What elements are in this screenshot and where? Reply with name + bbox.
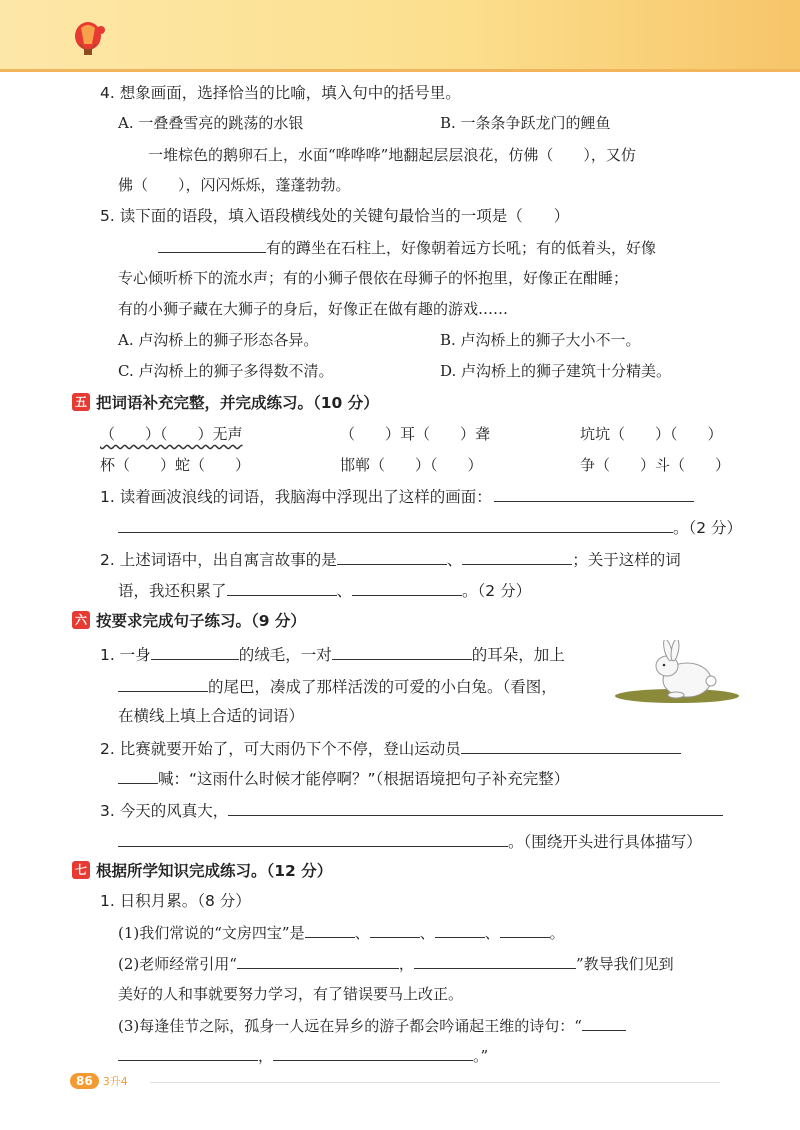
s6-q3-blank-b[interactable] — [118, 830, 508, 847]
q5-option-b: B. 卢沟桥上的狮子大小不一。 — [440, 331, 641, 349]
footer — [70, 1073, 128, 1089]
s5-q1-blank-b[interactable] — [118, 516, 673, 533]
section7-heading: 七 根据所学知识完成练习。（12 分） — [72, 860, 332, 882]
word-3: 坑坑（ ）（ ） — [580, 425, 723, 443]
q5-option-a: A. 卢沟桥上的狮子形态各异。 — [118, 331, 319, 349]
s5-q1-line1: 1. 读着画波浪线的词语，我脑海中浮现出了这样的画面： — [100, 485, 694, 508]
s6-q1-blank-2[interactable] — [332, 643, 472, 660]
s5-q2-line2: 语，我还积累了 、 。（2 分） — [118, 579, 531, 602]
q5-para-line3: 有的小狮子藏在大狮子的身后，好像正在做有趣的游戏…… — [118, 300, 509, 318]
word-6: 争（ ）斗（ ） — [580, 456, 731, 474]
q4-option-b: B. 一条条争跃龙门的鲤鱼 — [440, 114, 611, 132]
word-4: 杯（ ）蛇（ ） — [100, 456, 251, 474]
s6-q2-blank-a[interactable] — [461, 737, 681, 754]
footer-divider — [150, 1082, 720, 1083]
s7-p3-blank-1[interactable] — [582, 1014, 626, 1031]
section6-badge: 六 — [72, 611, 90, 629]
section7-badge: 七 — [72, 861, 90, 879]
word-5: 邯郸（ ）（ ） — [340, 456, 483, 474]
s7-p3-line1: (3)每逢佳节之际，孤身一人远在异乡的游子都会吟诵起王维的诗句：“ — [118, 1014, 626, 1037]
s6-q3-line1: 3. 今天的风真大， — [100, 799, 723, 822]
header-banner — [0, 0, 800, 72]
section5-heading: 五 把词语补充完整，并完成练习。（10 分） — [72, 392, 379, 414]
q4-sentence-line2: 佛（ ），闪闪烁烁，蓬蓬勃勃。 — [118, 176, 351, 194]
s6-q2-line2: 喊：“这雨什么时候才能停啊？”（根据语境把句子补充完整） — [118, 767, 569, 790]
s6-q1-blank-3[interactable] — [118, 675, 208, 692]
s7-p1-blank-4[interactable] — [500, 921, 550, 938]
q5-para-line2: 专心倾听桥下的流水声；有的小狮子偎依在母狮子的怀抱里，好像正在酣睡； — [118, 269, 629, 287]
s7-p1-blank-3[interactable] — [435, 921, 485, 938]
s7-p3-blank-2[interactable] — [118, 1044, 258, 1061]
page-number: 86 — [70, 1073, 99, 1089]
section6-heading: 六 按要求完成句子练习。（9 分） — [72, 610, 306, 632]
hot-air-balloon-icon — [70, 20, 110, 60]
rabbit-image — [612, 640, 742, 706]
s5-q1-line2: 。（2 分） — [118, 516, 742, 539]
word-1: （ ）（ ）无声 — [100, 425, 243, 443]
q4-option-a: A. 一叠叠雪亮的跳荡的水银 — [118, 114, 304, 132]
s6-q1-blank-1[interactable] — [151, 643, 239, 660]
q4-sentence-line1: 一堆棕色的鹅卵石上，水面“哗哗哗”地翻起层层浪花，仿佛（ ），又仿 — [148, 146, 636, 164]
s7-p1-blank-2[interactable] — [370, 921, 420, 938]
s7-p2-blank-1[interactable] — [237, 952, 399, 969]
q5-option-d: D. 卢沟桥上的狮子建筑十分精美。 — [440, 362, 672, 380]
s7-p3-line2: ， 。” — [118, 1044, 488, 1067]
s7-p1-blank-1[interactable] — [305, 921, 355, 938]
s5-q2-blank-1[interactable] — [337, 548, 447, 565]
s6-q2-line1: 2. 比赛就要开始了，可大雨仍下个不停，登山运动员 — [100, 737, 681, 760]
q5-key-sentence-blank[interactable] — [158, 236, 266, 253]
s5-q2-blank-2[interactable] — [462, 548, 572, 565]
grade-label: 3升4 — [102, 1075, 128, 1088]
q5-option-c: C. 卢沟桥上的狮子多得数不清。 — [118, 362, 334, 380]
q4-title: 4. 想象画面，选择恰当的比喻，填入句中的括号里。 — [100, 84, 461, 102]
word-2: （ ）耳（ ）聋 — [340, 425, 491, 443]
s6-q2-blank-b[interactable] — [118, 767, 158, 784]
section5-badge: 五 — [72, 393, 90, 411]
q5-para-line1: 有的蹲坐在石柱上，好像朝着远方长吼；有的低着头，好像 — [158, 236, 656, 259]
s5-q2-blank-4[interactable] — [352, 579, 462, 596]
s7-p1: (1)我们常说的“文房四宝”是 、 、 、 。 — [118, 921, 565, 944]
s6-q1-line2: 的尾巴，凑成了那样活泼的可爱的小白兔。（看图， — [118, 675, 557, 698]
s7-p2-blank-2[interactable] — [414, 952, 576, 969]
s5-q2-line1: 2. 上述词语中，出自寓言故事的是 、 ；关于这样的词 — [100, 548, 681, 571]
s7-p2-line1: (2)老师经常引用“ ， ”教导我们见到 — [118, 952, 674, 975]
s6-q1-line3: 在横线上填上合适的词语） — [118, 707, 305, 725]
s7-p3-blank-3[interactable] — [273, 1044, 473, 1061]
s5-q2-blank-3[interactable] — [227, 579, 337, 596]
s6-q3-blank-a[interactable] — [228, 799, 723, 816]
s6-q3-line2: 。（围绕开头进行具体描写） — [118, 830, 702, 853]
s5-q1-blank-a[interactable] — [494, 485, 694, 502]
s6-q1-line1: 1. 一身 的绒毛，一对 的耳朵，加上 — [100, 643, 565, 666]
q5-title: 5. 读下面的语段，填入语段横线处的关键句最恰当的一项是（ ） — [100, 207, 570, 225]
s7-q1-title: 1. 日积月累。（8 分） — [100, 892, 251, 910]
s7-p2-line2: 美好的人和事就要努力学习，有了错误要马上改正。 — [118, 985, 464, 1003]
